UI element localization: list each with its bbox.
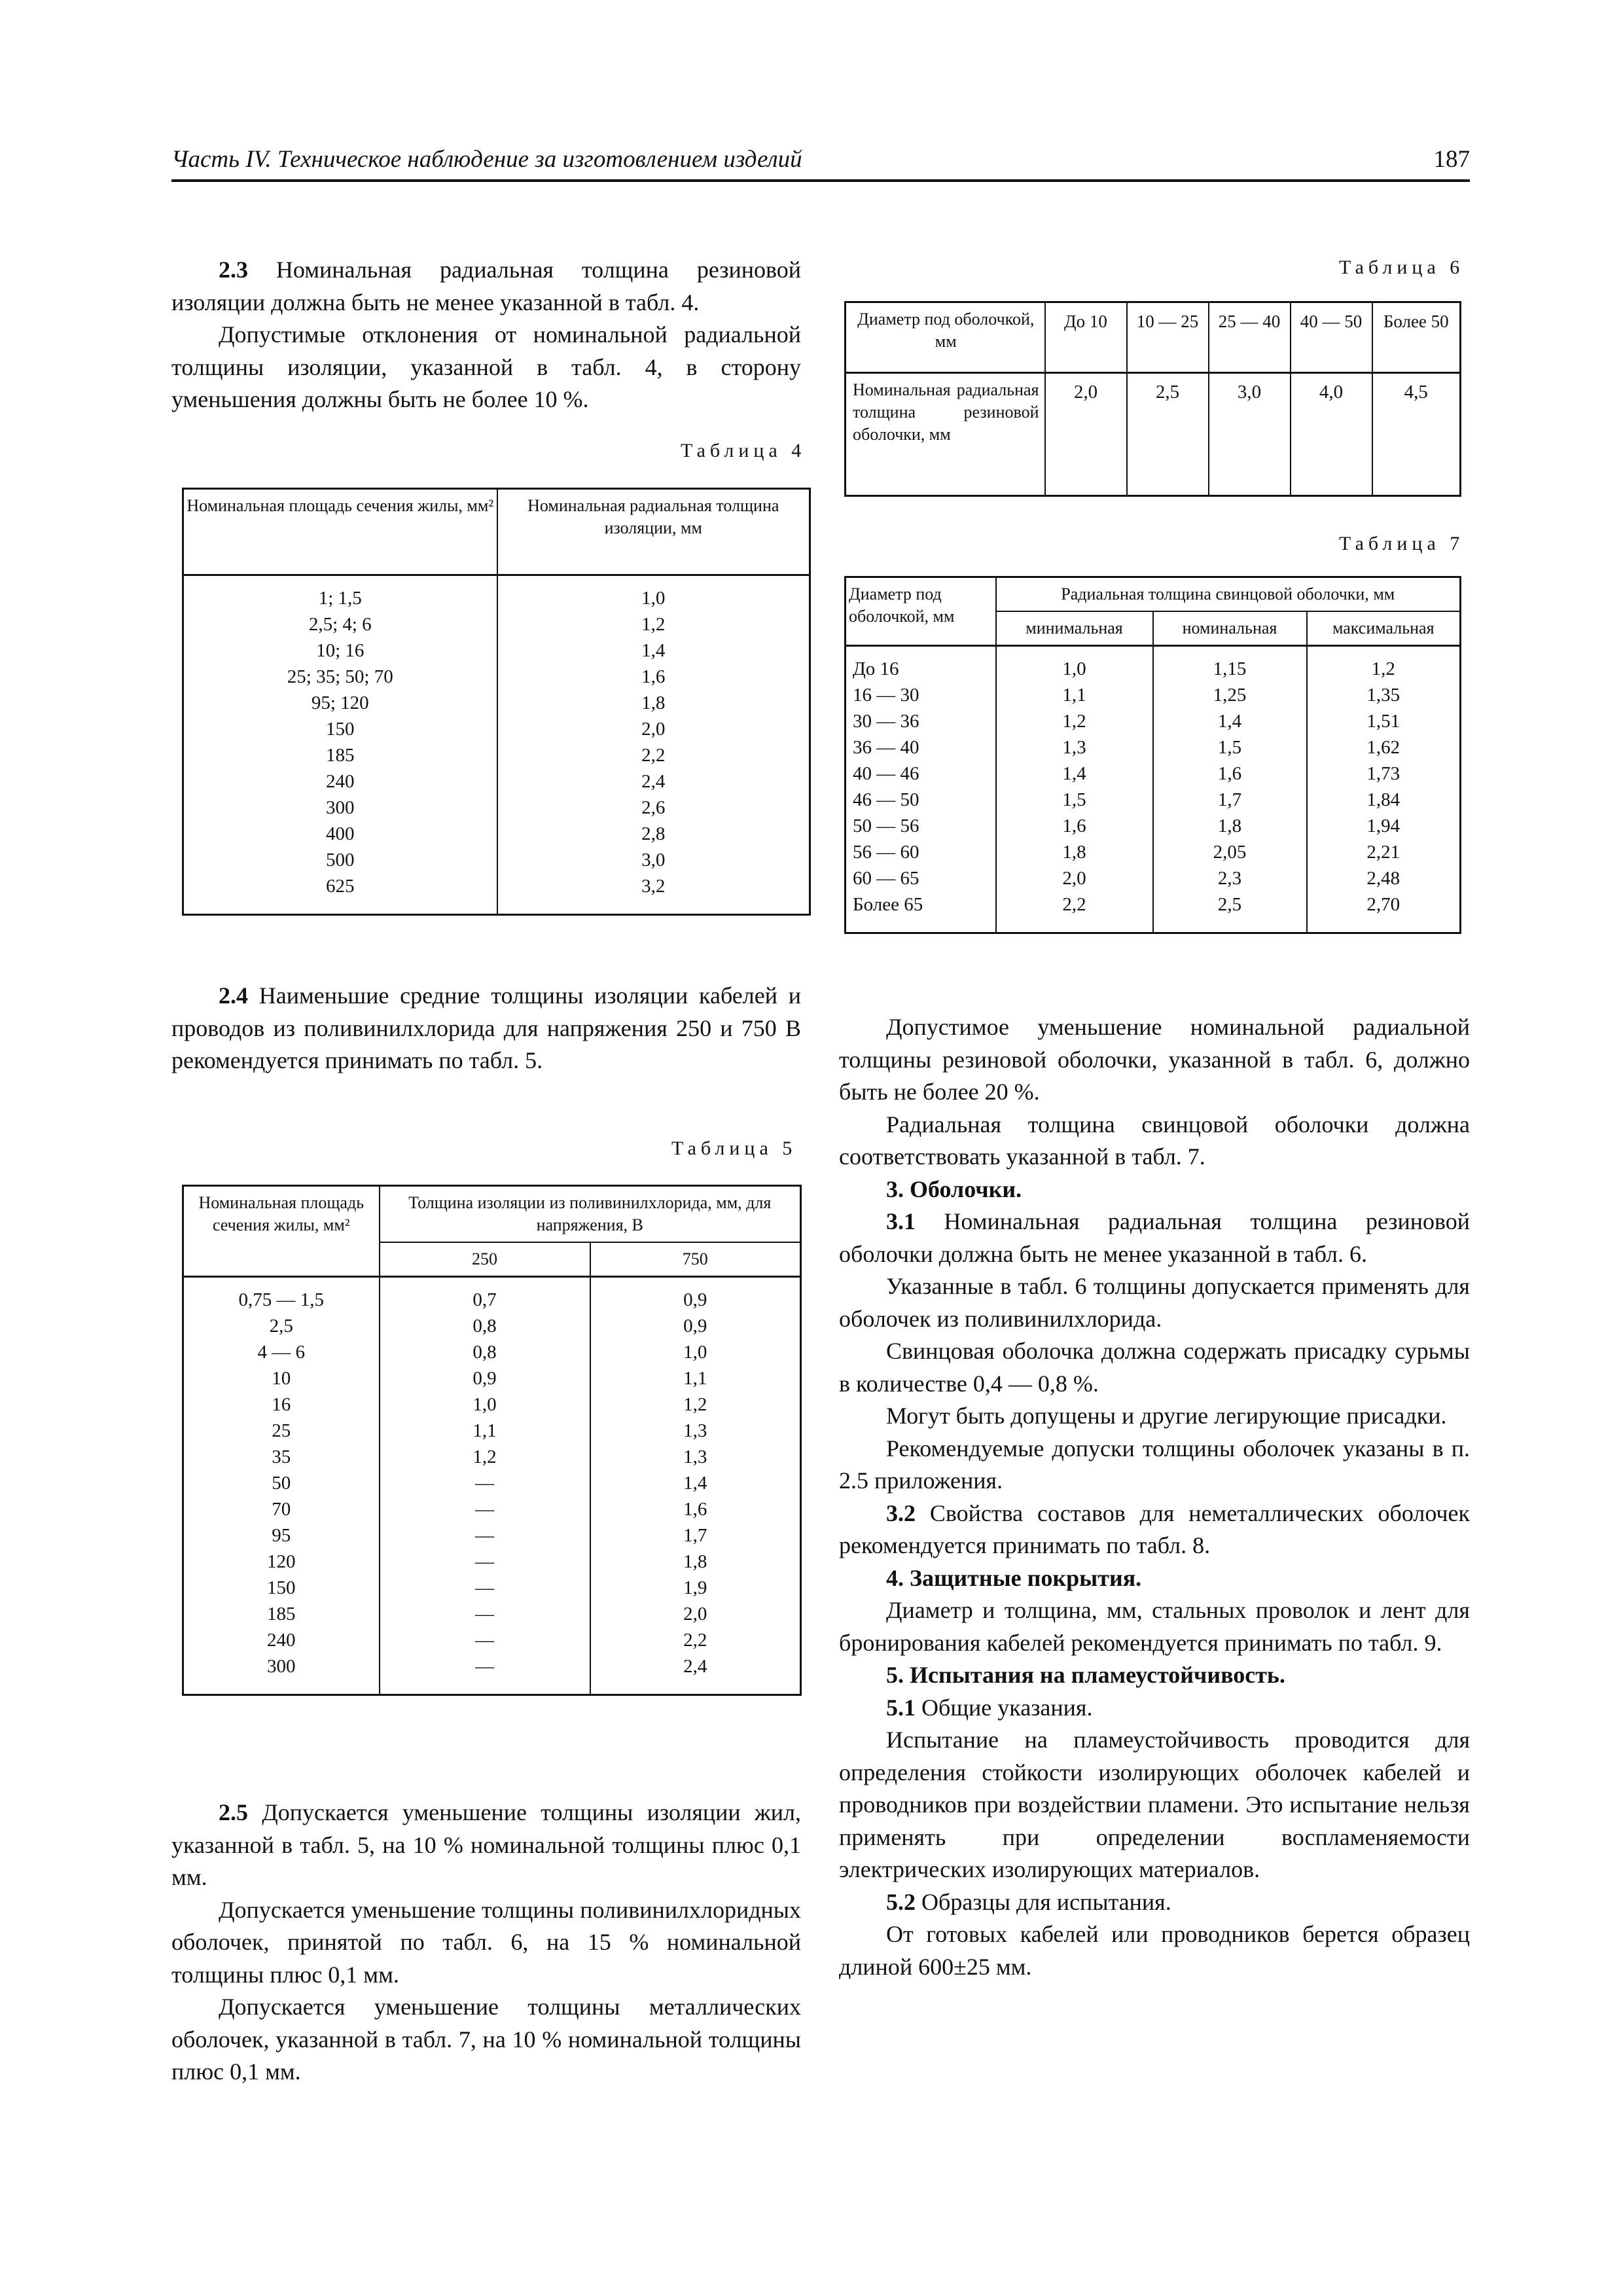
table-cell: 1,8 <box>497 690 810 716</box>
table-cell: 1,73 <box>1307 761 1461 787</box>
table-cell: 1,0 <box>497 575 810 612</box>
table-cell: 0,8 <box>380 1313 590 1339</box>
table-cell: 1,0 <box>590 1339 801 1365</box>
clause-number: 2.4 <box>219 982 248 1009</box>
table-cell: — <box>380 1470 590 1496</box>
table-cell: 185 <box>183 1601 380 1627</box>
table-cell: — <box>380 1575 590 1601</box>
table-row <box>183 1418 801 1444</box>
table-row <box>846 839 1461 865</box>
table-cell: 1,25 <box>1153 682 1307 708</box>
table-cell: 1,6 <box>1153 761 1307 787</box>
table-cell: 1,2 <box>590 1391 801 1418</box>
paragraph-rubber-reduction: Допустимое уменьшение номинальной радиальной толщины резиновой оболочки, указанной в табл. 6, должно быть не более 20 %. <box>839 1014 1470 1105</box>
table-cell: 1,51 <box>1307 708 1461 734</box>
table-row <box>183 1549 801 1575</box>
clause-number: 3.1 <box>886 1208 916 1234</box>
table5-header-cross-section: Номинальная площадь сечения жилы, мм² <box>183 1186 380 1277</box>
table6-caption: Таблица 6 <box>1339 257 1465 278</box>
table-cell: 1,4 <box>1153 708 1307 734</box>
table-cell: 2,8 <box>497 821 810 847</box>
table-cell: 3,0 <box>497 847 810 873</box>
paragraph-5-1-body: Испытание на пламеустойчивость проводится для определения стойкости изолирующих оболочек кабелей и проводников при воздействии пламени. Это испытание нельзя применять при определении воспламеняемости электрических изолирующих материалов. <box>839 1727 1470 1882</box>
table-row <box>846 813 1461 839</box>
table-cell: 1,3 <box>590 1418 801 1444</box>
table-cell: 3,2 <box>497 873 810 915</box>
table-cell: 2,5 <box>1127 373 1209 496</box>
table-cell: Более 50 <box>1372 302 1461 373</box>
table-row <box>846 761 1461 787</box>
table-row <box>183 742 810 768</box>
table-cell: 1,8 <box>590 1549 801 1575</box>
table-cell: 240 <box>183 768 497 795</box>
table-cell: 2,4 <box>590 1653 801 1695</box>
table-cell: 40 — 46 <box>846 761 996 787</box>
table-cell: 25 — 40 <box>1209 302 1291 373</box>
table-cell: 36 — 40 <box>846 734 996 761</box>
table-cell: 16 <box>183 1391 380 1418</box>
table-row <box>183 1522 801 1549</box>
table-row <box>183 1365 801 1391</box>
table-row <box>183 716 810 742</box>
table-cell: 25; 35; 50; 70 <box>183 664 497 690</box>
table-row <box>183 575 810 612</box>
table-cell: 2,70 <box>1307 891 1461 933</box>
table-cell: 2,5; 4; 6 <box>183 611 497 637</box>
paragraph-2-3-tolerance: Допустимые отклонения от номинальной радиальной толщины изоляции, указанной в табл. 4, в сторону уменьшения должны быть не более 10 %. <box>171 321 801 412</box>
table-cell: 300 <box>183 795 497 821</box>
table-cell: 1,8 <box>1153 813 1307 839</box>
table-cell: 120 <box>183 1549 380 1575</box>
table-cell: 300 <box>183 1653 380 1695</box>
paragraph-3-1-alloying: Могут быть допущены и другие легирующие присадки. <box>886 1403 1447 1429</box>
section-2-4 <box>171 980 801 1077</box>
table-cell: 2,0 <box>497 716 810 742</box>
table-row <box>846 708 1461 734</box>
table-cell: 2,0 <box>590 1601 801 1627</box>
table-row <box>846 682 1461 708</box>
table4-caption: Таблица 4 <box>681 440 806 461</box>
table-cell: 10; 16 <box>183 637 497 664</box>
table-cell: 1,0 <box>380 1391 590 1418</box>
paragraph-2-3: 2.3 Номинальная радиальная толщина резиновой изоляции должна быть не менее указанной в табл. 4. <box>171 257 801 315</box>
right-column-text <box>839 1011 1470 1983</box>
table4 <box>182 488 811 916</box>
table-cell: 2,05 <box>1153 839 1307 865</box>
paragraph-2-5-pvc: Допускается уменьшение толщины поливинилхлоридных оболочек, принятой по табл. 6, на 15 % номинальной толщины плюс 0,1 мм. <box>171 1896 801 1988</box>
table-cell: 0,7 <box>380 1277 590 1314</box>
heading-4-coatings: 4. Защитные покрытия. <box>886 1564 1142 1591</box>
table-cell: До 10 <box>1045 302 1127 373</box>
table-cell: 1,5 <box>1153 734 1307 761</box>
table7-header-group: Радиальная толщина свинцовой оболочки, мм <box>996 577 1461 612</box>
table5-header-250: 250 <box>380 1242 590 1277</box>
table-cell: 150 <box>183 716 497 742</box>
table-row <box>183 1277 801 1314</box>
paragraph-2-4: 2.4 Наименьшие средние толщины изоляции кабелей и проводов из поливинилхлорида для напряжения 250 и 750 В рекомендуется принимать по табл. 5. <box>171 982 801 1073</box>
table-cell: 2,48 <box>1307 865 1461 891</box>
table-cell: 1,4 <box>996 761 1153 787</box>
table7 <box>844 576 1461 934</box>
table-row <box>183 873 810 915</box>
table-cell: 2,21 <box>1307 839 1461 865</box>
table-cell: 95 <box>183 1522 380 1549</box>
table-cell: 1,3 <box>996 734 1153 761</box>
table4-header-thickness: Номинальная радиальная толщина изоляции, мм <box>497 489 810 575</box>
table7-header-nom: номинальная <box>1153 611 1307 646</box>
table-cell: 0,75 — 1,5 <box>183 1277 380 1314</box>
table-row <box>183 690 810 716</box>
table-row <box>183 821 810 847</box>
table-cell: 95; 120 <box>183 690 497 716</box>
clause-number: 2.3 <box>219 257 248 283</box>
table-cell: 1,4 <box>590 1470 801 1496</box>
table-row <box>183 1470 801 1496</box>
table-row <box>846 787 1461 813</box>
table-cell: 2,2 <box>497 742 810 768</box>
table-cell: 3,0 <box>1209 373 1291 496</box>
table-cell: 4,5 <box>1372 373 1461 496</box>
table-row <box>846 373 1461 496</box>
table-cell: 1; 1,5 <box>183 575 497 612</box>
paragraph-3-2: 3.2 Свойства составов для неметаллических оболочек рекомендуется принимать по табл. 8. <box>839 1499 1470 1558</box>
table-cell: 1,62 <box>1307 734 1461 761</box>
table-cell: 10 <box>183 1365 380 1391</box>
table5-header-group: Толщина изоляции из поливинилхлорида, мм, для напряжения, В <box>380 1186 801 1243</box>
table-cell: 50 <box>183 1470 380 1496</box>
table-cell: 1,84 <box>1307 787 1461 813</box>
table-row <box>183 1339 801 1365</box>
table-cell: — <box>380 1496 590 1522</box>
header-rule <box>171 179 1470 182</box>
table-cell: 625 <box>183 873 497 915</box>
table-cell: 2,6 <box>497 795 810 821</box>
table-cell: 1,2 <box>1307 646 1461 683</box>
paragraph-5-1: 5.1 Общие указания. <box>886 1694 1093 1721</box>
table-cell: 1,6 <box>996 813 1153 839</box>
table-cell: 60 — 65 <box>846 865 996 891</box>
table-cell: 2,3 <box>1153 865 1307 891</box>
running-title: Часть IV. Техническое наблюдение за изготовлением изделий <box>171 146 802 173</box>
table-cell: 1,9 <box>590 1575 801 1601</box>
table-cell: 46 — 50 <box>846 787 996 813</box>
table6-row-label: Номинальная радиальная толщина резиновой оболочки, мм <box>846 373 1045 496</box>
table6 <box>844 301 1461 497</box>
table-row <box>183 1653 801 1695</box>
table-cell: 4,0 <box>1291 373 1372 496</box>
table-cell: 1,7 <box>1153 787 1307 813</box>
clause-number: 3.2 <box>886 1499 916 1526</box>
table-cell: 50 — 56 <box>846 813 996 839</box>
table7-header-diameter: Диаметр под оболочкой, мм <box>846 577 996 646</box>
table-cell: 1,0 <box>996 646 1153 683</box>
table-cell: 1,1 <box>590 1365 801 1391</box>
table-cell: — <box>380 1653 590 1695</box>
table7-header-min: минимальная <box>996 611 1153 646</box>
paragraph-2-5-metal: Допускается уменьшение толщины металлических оболочек, указанной в табл. 7, на 10 % номинальной толщины плюс 0,1 мм. <box>171 1994 801 2085</box>
table-cell: 185 <box>183 742 497 768</box>
table-cell: 4 — 6 <box>183 1339 380 1365</box>
table-cell: 2,0 <box>996 865 1153 891</box>
table-cell: 1,3 <box>590 1444 801 1470</box>
clause-number: 5.1 <box>886 1694 916 1721</box>
table-cell: 1,6 <box>590 1496 801 1522</box>
table5 <box>182 1185 802 1696</box>
table-cell: 1,94 <box>1307 813 1461 839</box>
paragraph-5-2: 5.2 Образцы для испытания. <box>886 1888 1171 1915</box>
table-cell: До 16 <box>846 646 996 683</box>
heading-5-flame-tests: 5. Испытания на пламеустойчивость. <box>886 1662 1285 1688</box>
table-cell: 2,4 <box>497 768 810 795</box>
table-cell: 150 <box>183 1575 380 1601</box>
table-row <box>183 1496 801 1522</box>
table-cell: 35 <box>183 1444 380 1470</box>
table-cell: 2,2 <box>996 891 1153 933</box>
table-cell: 0,9 <box>590 1313 801 1339</box>
table-cell: — <box>380 1549 590 1575</box>
table-cell: — <box>380 1627 590 1653</box>
table-cell: 0,9 <box>380 1365 590 1391</box>
table-cell: 1,1 <box>380 1418 590 1444</box>
section-2-5 <box>171 1797 801 2089</box>
paragraph-3-1-tolerances: Рекомендуемые допуски толщины оболочек указаны в п. 2.5 приложения. <box>839 1435 1470 1494</box>
paragraph-3-1-antimony: Свинцовая оболочка должна содержать присадку сурьмы в количестве 0,4 — 0,8 %. <box>839 1338 1470 1397</box>
table-row <box>183 1444 801 1470</box>
table-cell: Более 65 <box>846 891 996 933</box>
table-cell: 56 — 60 <box>846 839 996 865</box>
table-cell: 1,4 <box>497 637 810 664</box>
table-cell: 30 — 36 <box>846 708 996 734</box>
table-cell: 1,35 <box>1307 682 1461 708</box>
running-header <box>171 145 1470 182</box>
table-row <box>183 1601 801 1627</box>
paragraph-3-1: 3.1 Номинальная радиальная толщина резиновой оболочки должна быть не менее указанной в табл. 6. <box>839 1208 1470 1267</box>
table-cell: 1,1 <box>996 682 1153 708</box>
table-row <box>183 1627 801 1653</box>
page-number: 187 <box>1433 146 1470 173</box>
table-cell: 400 <box>183 821 497 847</box>
heading-3-sheaths: 3. Оболочки. <box>886 1175 1022 1202</box>
table-cell: 25 <box>183 1418 380 1444</box>
table-cell: 2,5 <box>1153 891 1307 933</box>
table-cell: 2,5 <box>183 1313 380 1339</box>
table4-header-cross-section: Номинальная площадь сечения жилы, мм² <box>183 489 497 575</box>
table7-header-max: максимальная <box>1307 611 1461 646</box>
table-cell: 1,2 <box>497 611 810 637</box>
table-row <box>183 795 810 821</box>
table-cell: 1,7 <box>590 1522 801 1549</box>
table-cell: 1,15 <box>1153 646 1307 683</box>
table-row <box>183 664 810 690</box>
table-cell: 0,8 <box>380 1339 590 1365</box>
table-cell: 16 — 30 <box>846 682 996 708</box>
table-row <box>183 768 810 795</box>
table-row <box>846 865 1461 891</box>
table-cell: 10 — 25 <box>1127 302 1209 373</box>
table-cell: 40 — 50 <box>1291 302 1372 373</box>
paragraph-4: Диаметр и толщина, мм, стальных проволок и лент для бронирования кабелей рекомендуется принимать по табл. 9. <box>839 1597 1470 1656</box>
table5-caption: Таблица 5 <box>671 1138 797 1159</box>
table-row <box>846 302 1461 373</box>
table-cell: 240 <box>183 1627 380 1653</box>
paragraph-2-5: 2.5 Допускается уменьшение толщины изоляции жил, указанной в табл. 5, на 10 % номинальной толщины плюс 0,1 мм. <box>171 1799 801 1890</box>
table7-caption: Таблица 7 <box>1339 533 1465 554</box>
paragraph-3-1-pvc: Указанные в табл. 6 толщины допускается применять для оболочек из поливинилхлорида. <box>839 1273 1470 1332</box>
paragraph-lead-thickness: Радиальная толщина свинцовой оболочки должна соответствовать указанной в табл. 7. <box>839 1111 1470 1170</box>
clause-number: 2.5 <box>219 1799 248 1825</box>
table-cell: 1,2 <box>380 1444 590 1470</box>
table-row <box>183 1313 801 1339</box>
table-cell: 0,9 <box>590 1277 801 1314</box>
table-cell: 70 <box>183 1496 380 1522</box>
table5-header-750: 750 <box>590 1242 801 1277</box>
table-cell: 1,5 <box>996 787 1153 813</box>
table-row <box>846 646 1461 683</box>
table-row <box>846 734 1461 761</box>
table-cell: 2,0 <box>1045 373 1127 496</box>
table-cell: 1,8 <box>996 839 1153 865</box>
table-row <box>183 1391 801 1418</box>
clause-number: 5.2 <box>886 1888 916 1915</box>
section-2-3 <box>171 254 801 416</box>
table-cell: 500 <box>183 847 497 873</box>
table-row <box>183 611 810 637</box>
table-cell: 1,2 <box>996 708 1153 734</box>
table6-row-label: Диаметр под оболочкой, мм <box>846 302 1045 373</box>
table-row <box>183 637 810 664</box>
table-row <box>183 847 810 873</box>
table-cell: 1,6 <box>497 664 810 690</box>
table-cell: — <box>380 1522 590 1549</box>
paragraph-5-2-body: От готовых кабелей или проводников берется образец длиной 600±25 мм. <box>839 1921 1470 1980</box>
table-row <box>183 1575 801 1601</box>
table-cell: 2,2 <box>590 1627 801 1653</box>
table-cell: — <box>380 1601 590 1627</box>
table-row <box>846 891 1461 933</box>
